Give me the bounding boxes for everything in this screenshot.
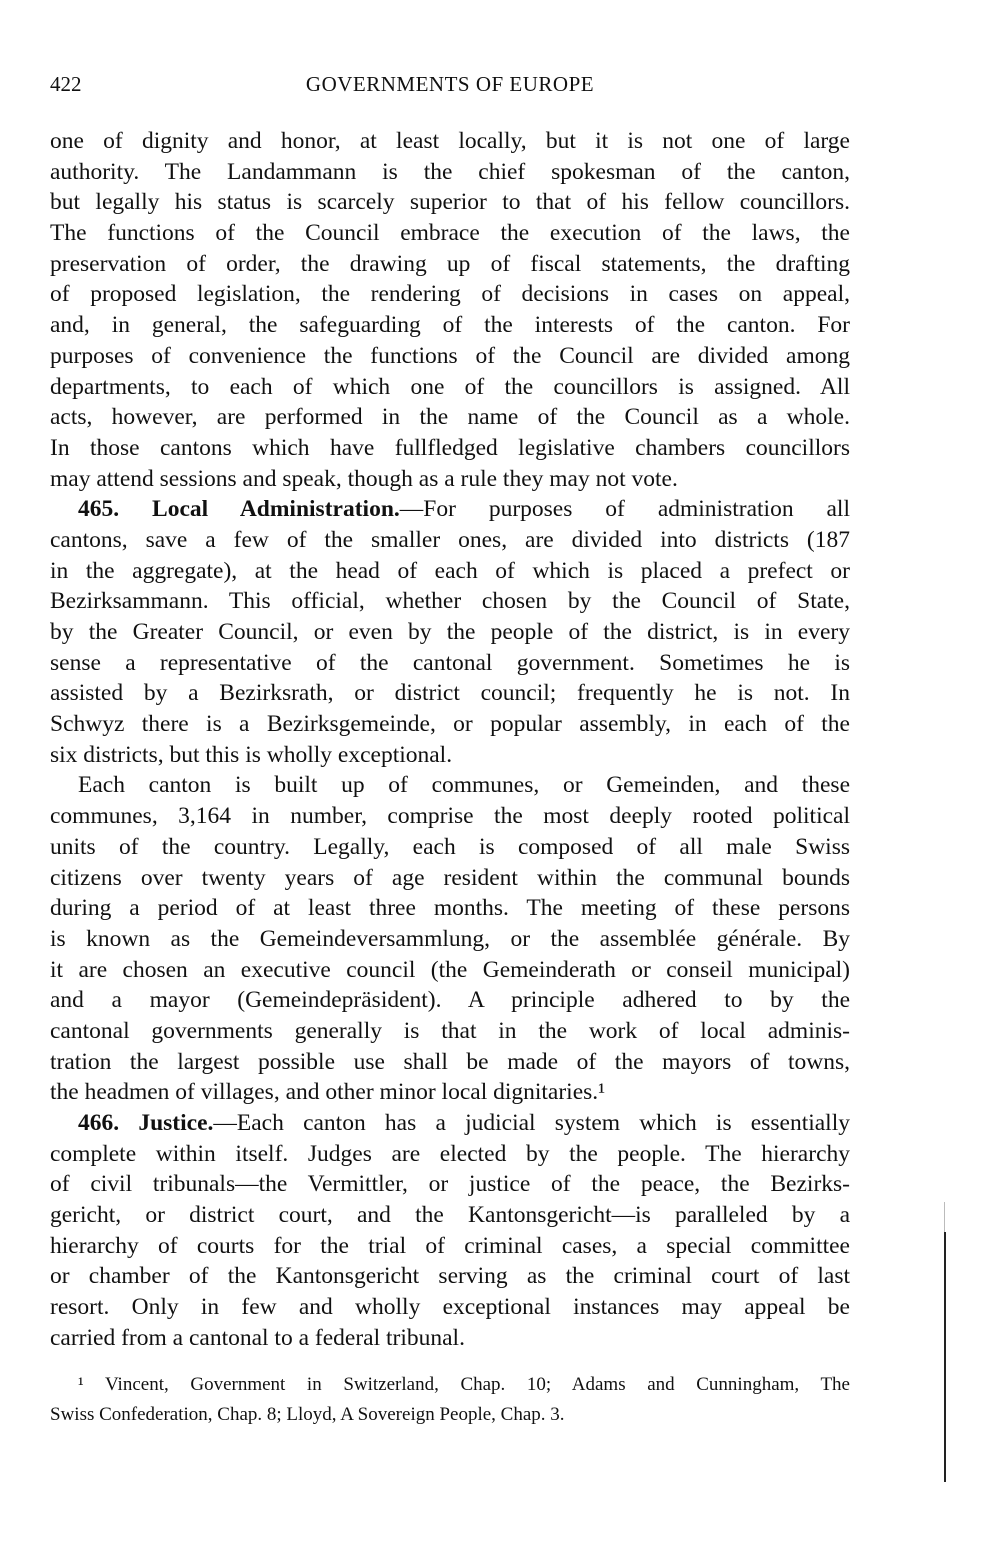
text-line: complete within itself. Judges are elected by the people. The hierarchy: [50, 1140, 850, 1167]
text-line: Schwyz there is a Bezirksgemeinde, or popular assembly, in each of the: [50, 711, 850, 738]
section-paragraph: [50, 494, 850, 770]
text-line: and a mayor (Gemeindepräsident). A principle adhered to by the: [50, 987, 850, 1014]
running-title: GOVERNMENTS OF EUROPE: [305, 72, 595, 96]
section-heading: 466. Justice.: [78, 1110, 214, 1136]
text-line: and, in general, the safeguarding of the interests of the canton. For: [50, 312, 850, 339]
footnote-line: Swiss Confederation, Chap. 8; Lloyd, A Sovereign People, Chap. 3.: [50, 1404, 565, 1425]
section-heading: 465. Local Administration.: [78, 496, 400, 523]
text-line: cantons, save a few of the smaller ones, are divided into districts (187: [50, 526, 850, 553]
body-text: [50, 126, 850, 1354]
text-line: In those cantons which have fullfledged legislative chambers councillors: [50, 434, 850, 461]
page-number: 422: [50, 72, 82, 96]
text-line: departments, to each of which one of the councillors is assigned. All: [50, 373, 850, 400]
text-line: resort. Only in few and wholly exceptional instances may appeal be: [50, 1294, 850, 1321]
paragraph: [50, 126, 850, 494]
text-line: [50, 1108, 850, 1139]
text-line: preservation of order, the drawing up of fiscal statements, the drafting: [50, 250, 850, 277]
text-line: units of the country. Legally, each is composed of all male Swiss: [50, 833, 850, 860]
text-line: or chamber of the Kantonsgericht serving as the criminal court of last: [50, 1263, 850, 1290]
text-line: communes, 3,164 in number, comprise the most deeply rooted political: [50, 803, 850, 830]
line-text: —For purposes of administration all: [399, 496, 850, 523]
text-line: during a period of at least three months. The meeting of these persons: [50, 895, 850, 922]
scan-artifact-line: [944, 1232, 946, 1482]
text-line: sense a representative of the cantonal government. Sometimes he is: [50, 649, 850, 676]
text-line: but legally his status is scarcely superior to that of his fellow councillors.: [50, 189, 850, 216]
text-line: carried from a cantonal to a federal tribunal.: [50, 1324, 465, 1351]
text-line: [50, 494, 850, 525]
text-line: citizens over twenty years of age resident within the communal bounds: [50, 864, 850, 891]
text-line: Each canton is built up of communes, or Gemeinden, and these: [78, 772, 850, 799]
line-text: —Each canton has a judicial system which is essentially: [213, 1110, 850, 1136]
footnote: [50, 1370, 850, 1430]
footnote-line: ¹ Vincent, Government in Switzerland, Chap. 10; Adams and Cunningham, The: [78, 1374, 850, 1395]
paragraph: [50, 770, 850, 1108]
text-line: by the Greater Council, or even by the people of the district, is in every: [50, 619, 850, 645]
text-line: assisted by a Bezirksrath, or district council; frequently he is not. In: [50, 680, 850, 707]
text-line: six districts, but this is wholly exceptional.: [50, 741, 453, 768]
text-line: Bezirksammann. This official, whether chosen by the Council of State,: [50, 588, 850, 615]
text-line: tration the largest possible use shall be made of the mayors of towns,: [50, 1048, 850, 1075]
text-line: The functions of the Council embrace the execution of the laws, the: [50, 220, 850, 247]
text-line: of proposed legislation, the rendering of decisions in cases on appeal,: [50, 281, 850, 308]
text-line: the headmen of villages, and other minor local dignitaries.¹: [50, 1079, 606, 1106]
running-header: [50, 70, 850, 100]
text-line: acts, however, are performed in the name of the Council as a whole.: [50, 404, 850, 431]
text-line: in the aggregate), at the head of each of which is placed a prefect or: [50, 557, 850, 584]
text-line: of civil tribunals—the Vermittler, or justice of the peace, the Bezirks-: [50, 1171, 850, 1198]
text-line: is known as the Gemeindeversammlung, or the assemblée générale. By: [50, 925, 850, 952]
text-line: hierarchy of courts for the trial of criminal cases, a special committee: [50, 1232, 850, 1259]
text-line: purposes of convenience the functions of the Council are divided among: [50, 342, 850, 369]
section-paragraph: [50, 1108, 850, 1354]
text-line: gericht, or district court, and the Kantonsgericht—is paralleled by a: [50, 1202, 850, 1229]
text-line: cantonal governments generally is that in the work of local adminis-: [50, 1017, 850, 1044]
text-line: may attend sessions and speak, though as a rule they may not vote.: [50, 465, 678, 492]
text-line: it are chosen an executive council (the Gemeinderath or conseil municipal): [50, 956, 850, 983]
text-line: one of dignity and honor, at least locally, but it is not one of large: [50, 128, 850, 154]
text-line: authority. The Landammann is the chief spokesman of the canton,: [50, 158, 850, 185]
